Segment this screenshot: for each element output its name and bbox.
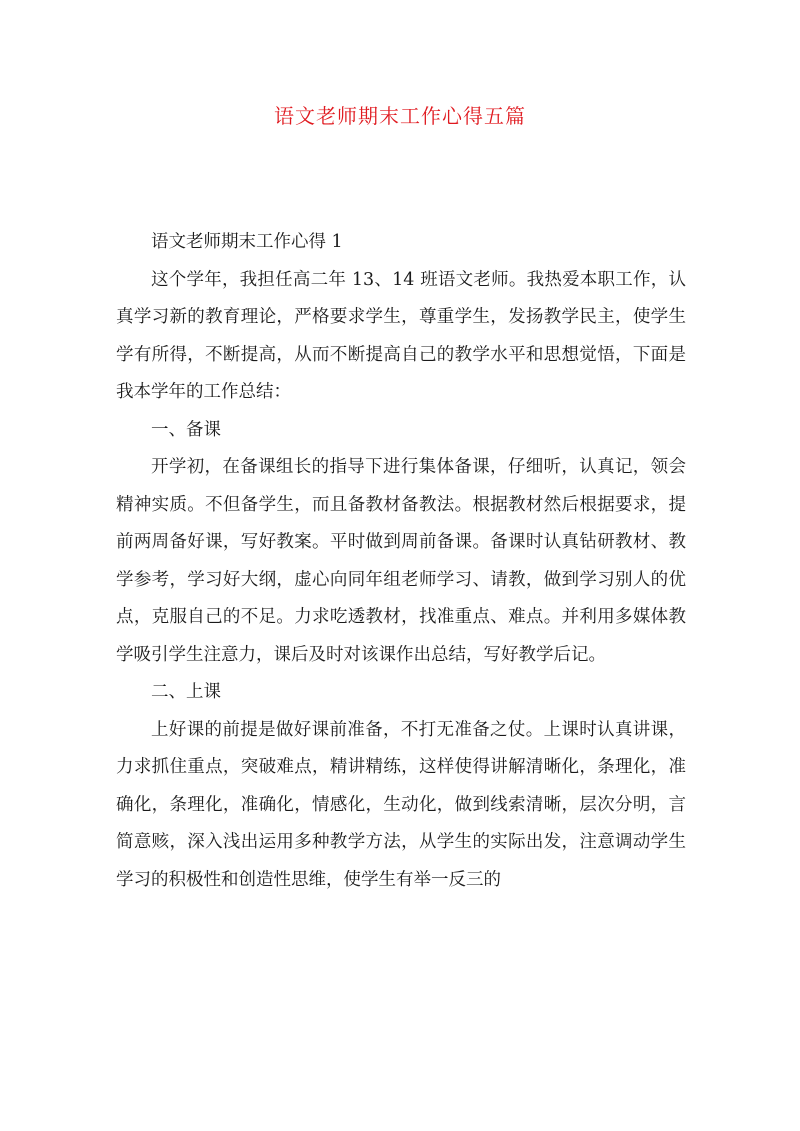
intro-paragraph: 这个学年，我担任高二年 13、14 班语文老师。我热爱本职工作，认真学习新的教育理论，严格要求学生，尊重学生，发扬教学民主，使学生学有所得，不断提高，从而不断提高自己的教学水平和思想觉悟，下面是我本学年的工作总结：	[116, 269, 686, 402]
document-body	[116, 224, 686, 899]
document-title: 语文老师期末工作心得五篇	[274, 104, 526, 128]
lesson-prep-paragraph: 开学初，在备课组长的指导下进行集体备课，仔细听，认真记，领会精神实质。不但备学生，而且备教材备教法。根据教材然后根据要求，提前两周备好课，写好教案。平时做到周前备课。备课时认真钻研教材、教学参考，学习好大纲，虚心向同年组老师学习、请教，做到学习别人的优点，克服自己的不足。力求吃透教材，找准重点、难点。并利用多媒体教学吸引学生注意力，课后及时对该课作出总结，写好教学后记。	[116, 457, 686, 665]
heading-lesson-prep: 一、备课	[151, 419, 221, 440]
heading-teaching: 二、上课	[151, 682, 221, 702]
section-title: 语文老师期末工作心得 1	[151, 232, 343, 252]
teaching-paragraph: 上好课的前提是做好课前准备，不打无准备之仗。上课时认真讲课，力求抓住重点，突破难点，精讲精练，这样使得讲解清晰化，条理化，准确化，条理化，准确化，情感化，生动化，做到线索清晰，层次分明，言简意赅，深入浅出运用多种教学方法，从学生的实际出发，注意调动学生学习的积极性和创造性思维，使学生有举一反三的	[116, 719, 686, 890]
